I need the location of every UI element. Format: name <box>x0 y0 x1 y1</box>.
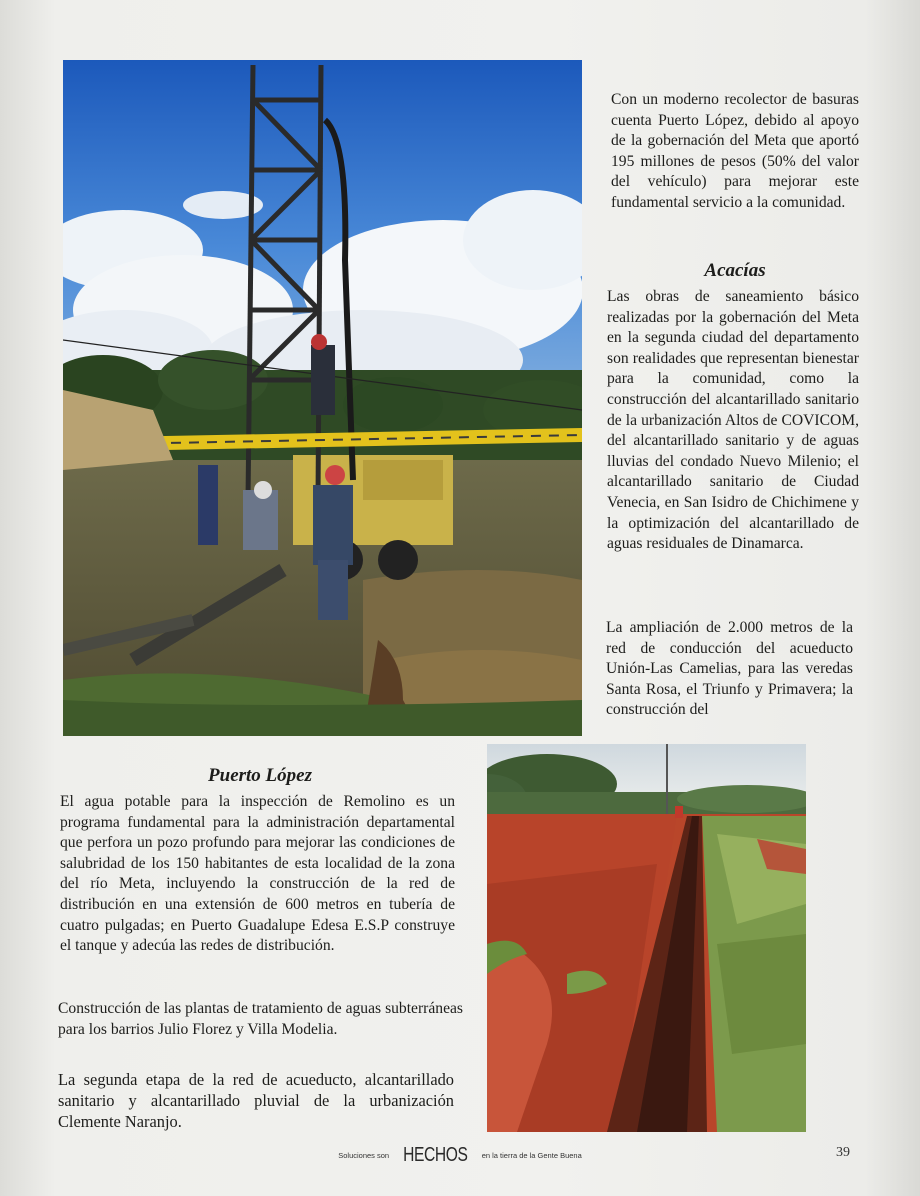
drilling-rig-photo <box>63 60 582 736</box>
footer-slogan <box>300 1140 620 1170</box>
paragraph-puerto-lopez-text: El agua potable para la inspección de Remolino es un programa fundamental para la administración departamental que perfora un pozo profundo para mejorar las condiciones de salubridad de los 150 habitantes de esta localidad de la zona del río Meta, incluyendo la construcción de la red de distribución en una extensión de 600 metros en tubería de cuatro pulgadas; en Puerto Guadalupe Edesa E.S.P construye el tanque y adecúa las redes de distribución. <box>60 793 455 955</box>
trench-photo <box>487 744 806 1132</box>
footer-suffix: en la tierra de la Gente Buena <box>481 1150 582 1160</box>
paragraph-segunda-etapa <box>58 1069 454 1132</box>
paragraph-segunda-etapa-text: La segunda etapa de la red de acueducto, alcantarillado sanitario y alcantarillado pluvial de la urbanización Clemente Naranjo. <box>58 1070 454 1131</box>
paragraph-acacias <box>607 287 859 555</box>
paragraph-puerto-lopez <box>60 792 455 957</box>
footer-prefix: Soluciones son <box>338 1150 390 1160</box>
paragraph-ampliacion-text: La ampliación de 2.000 metros de la red de conducción del acueducto Unión-Las Camelias, para las veredas Santa Rosa, el Triunfo y Primavera; la construcción del <box>606 619 853 719</box>
footer-brand-logo: HECHOS <box>403 1143 468 1166</box>
paragraph-acacias-text: Las obras de saneamiento básico realizadas por la gobernación del Meta en la segunda ciudad del departamento son realidades que representan bienestar para la comunidad, como la construcción del alcantarillado sanitario de la urbanización Altos de COVICOM, del alcantarillado sanitario y de aguas lluvias del condado Nuevo Milenio; el alcantarillado sanitario de Ciudad Venecia, en San Isidro de Chichimene y la optimización del alcantarillado de aguas residuales de Dinamarca. <box>607 288 859 553</box>
paragraph-recolector <box>611 90 859 214</box>
heading-puerto-lopez: Puerto López <box>208 765 312 786</box>
paragraph-ampliacion <box>606 618 853 721</box>
page-number: 39 <box>836 1145 850 1160</box>
paragraph-recolector-text: Con un moderno recolector de basuras cuenta Puerto López, debido al apoyo de la gobernación del Meta que aportó 195 millones de pesos (50% del valor del vehículo) para mejorar este fundamental servicio a la comunidad. <box>611 91 859 211</box>
trench-illustration <box>487 744 806 1132</box>
heading-acacias: Acacías <box>704 260 766 281</box>
paragraph-plantas-text: Construcción de las plantas de tratamiento de aguas subterráneas para los barrios Julio Florez y Villa Modelia. <box>58 1000 463 1038</box>
paragraph-plantas <box>58 999 463 1040</box>
drilling-rig-illustration <box>63 60 582 736</box>
